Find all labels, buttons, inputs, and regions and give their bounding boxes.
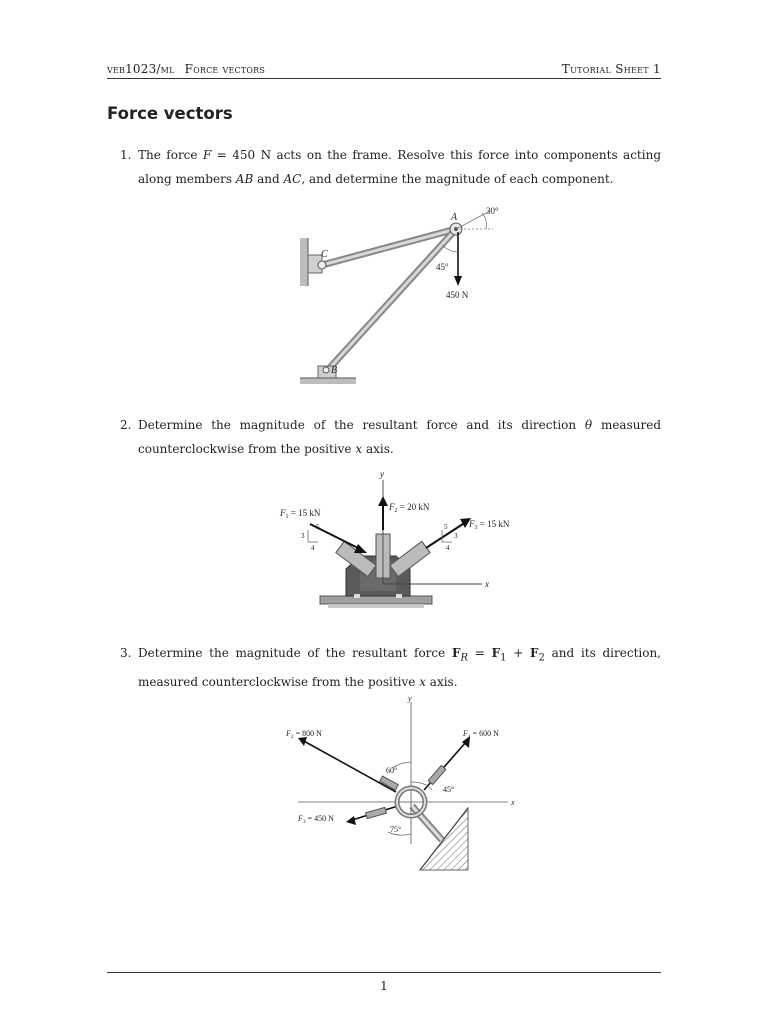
tri-label: 5	[316, 523, 320, 531]
tri-label: 3	[301, 532, 305, 540]
problem-1	[120, 143, 661, 191]
force-symbol: F	[298, 814, 303, 823]
math-symbol: θ	[584, 418, 593, 432]
axis-label-x: x	[511, 798, 515, 807]
force-symbol: F	[389, 502, 395, 512]
force-arrowhead	[454, 276, 462, 286]
figure-bracket	[270, 466, 530, 628]
force-value: = 15 kN	[288, 508, 321, 518]
force-symbol: F	[469, 519, 475, 529]
text-segment: measured counterclockwise from the positive	[138, 418, 661, 456]
text-segment: Determine the magnitude of the resultant force and its direction	[138, 418, 585, 432]
text-segment: =	[468, 646, 492, 660]
axis-label-y: y	[408, 694, 412, 703]
bolt	[396, 594, 402, 598]
base-plate	[320, 596, 432, 604]
force-value: = 450 N	[305, 814, 334, 823]
footer-rule	[107, 972, 661, 973]
label-b: B	[331, 365, 338, 376]
force-label-f2	[388, 502, 430, 514]
bracket-diagram	[270, 466, 530, 624]
force-symbol: F	[280, 508, 286, 518]
pin-c	[318, 261, 326, 269]
force-subscript: 3	[474, 525, 478, 531]
force-label-f3	[297, 814, 334, 825]
force-subscript: 1	[285, 514, 289, 520]
label-a: A	[451, 212, 458, 223]
ring-diagram	[280, 694, 530, 874]
label-30deg: 30°	[486, 206, 499, 216]
force-subscript: 3	[302, 819, 306, 825]
math-symbol: F	[451, 646, 461, 660]
text-segment: Determine the magnitude of the resultant force	[138, 646, 452, 660]
label-450n: 450 N	[446, 290, 469, 300]
math-symbol: F	[530, 646, 539, 660]
force-value: = 20 kN	[397, 502, 430, 512]
force-label-f1	[462, 729, 499, 740]
math-subscript: 1	[500, 652, 507, 664]
text-segment: axis.	[362, 442, 394, 456]
label-75deg: 75°	[390, 825, 402, 834]
math-symbol: AB	[235, 172, 254, 186]
force-f2-line	[302, 740, 396, 792]
page-number: 1	[380, 979, 388, 993]
base-plate-lower	[328, 604, 424, 608]
force-subscript: 1	[467, 734, 471, 740]
header-topic: Force vectors	[184, 62, 266, 76]
cable-end	[366, 807, 387, 818]
axis-label-x: x	[485, 579, 489, 589]
pin-b	[323, 367, 329, 373]
problem-3	[120, 641, 661, 694]
axis-label-y: y	[380, 469, 384, 479]
slope-triangle-left	[308, 530, 318, 542]
header-left	[107, 62, 265, 76]
problem-number: 2.	[120, 418, 132, 432]
problem-text	[138, 413, 661, 461]
course-code: veb1023/ml	[107, 62, 175, 76]
figure-ring	[280, 694, 530, 878]
force-f1-arrowhead	[354, 544, 367, 553]
text-segment: The force	[138, 148, 203, 162]
force-symbol: F	[463, 729, 468, 738]
math-symbol: F	[491, 646, 501, 660]
text-segment: , and determine the magnitude of each component.	[301, 172, 614, 186]
math-subscript: 2	[538, 652, 545, 664]
math-symbol: x	[419, 675, 426, 690]
force-f2-arrowhead	[378, 496, 388, 506]
math-subscript: R	[460, 652, 469, 664]
label-c: C	[321, 249, 328, 260]
force-f3-arrowhead	[346, 816, 356, 825]
tri-label: 5	[444, 523, 448, 531]
force-symbol: F	[286, 729, 291, 738]
force-label-f1	[279, 508, 321, 520]
section-title: Force vectors	[107, 104, 233, 123]
label-45deg: 45°	[436, 262, 449, 272]
tri-label: 3	[454, 532, 458, 540]
frame-diagram	[290, 198, 510, 390]
force-subscript: 2	[394, 508, 398, 514]
math-symbol: F	[202, 148, 212, 162]
math-symbol: x	[355, 442, 363, 456]
ref-line	[456, 211, 490, 229]
force-label-f3	[468, 519, 510, 531]
ground	[300, 378, 356, 384]
label-45deg: 45°	[443, 785, 455, 794]
problem-number: 3.	[120, 646, 132, 660]
text-segment: and	[253, 172, 284, 186]
tri-label: 4	[311, 544, 315, 552]
header-sheet: Tutorial Sheet 1	[561, 62, 661, 76]
member-ab-highlight	[326, 229, 456, 372]
figure-frame	[290, 198, 510, 394]
text-segment: axis.	[425, 675, 458, 690]
force-subscript: 2	[290, 734, 294, 740]
force-value: = 15 kN	[477, 519, 510, 529]
bolt	[354, 594, 360, 598]
force-value: = 600 N	[470, 729, 499, 738]
page-header	[107, 60, 661, 79]
text-segment: +	[506, 646, 530, 660]
tri-label: 4	[446, 544, 450, 552]
problem-text	[138, 641, 661, 694]
support-rod-highlight	[412, 806, 442, 840]
force-value: = 800 N	[293, 729, 322, 738]
problem-number: 1.	[120, 148, 132, 162]
text-segment: = 450 N acts on the frame. Resolve this force into components acting along members	[138, 148, 662, 186]
label-60deg: 60°	[386, 766, 398, 775]
text-segment: and its direction, measured counterclockwise from the positive	[138, 646, 661, 690]
problem-2	[120, 413, 661, 461]
cable-end	[428, 765, 446, 784]
problem-text	[138, 143, 661, 191]
wall-support	[300, 238, 308, 286]
math-symbol: AC	[283, 172, 302, 186]
